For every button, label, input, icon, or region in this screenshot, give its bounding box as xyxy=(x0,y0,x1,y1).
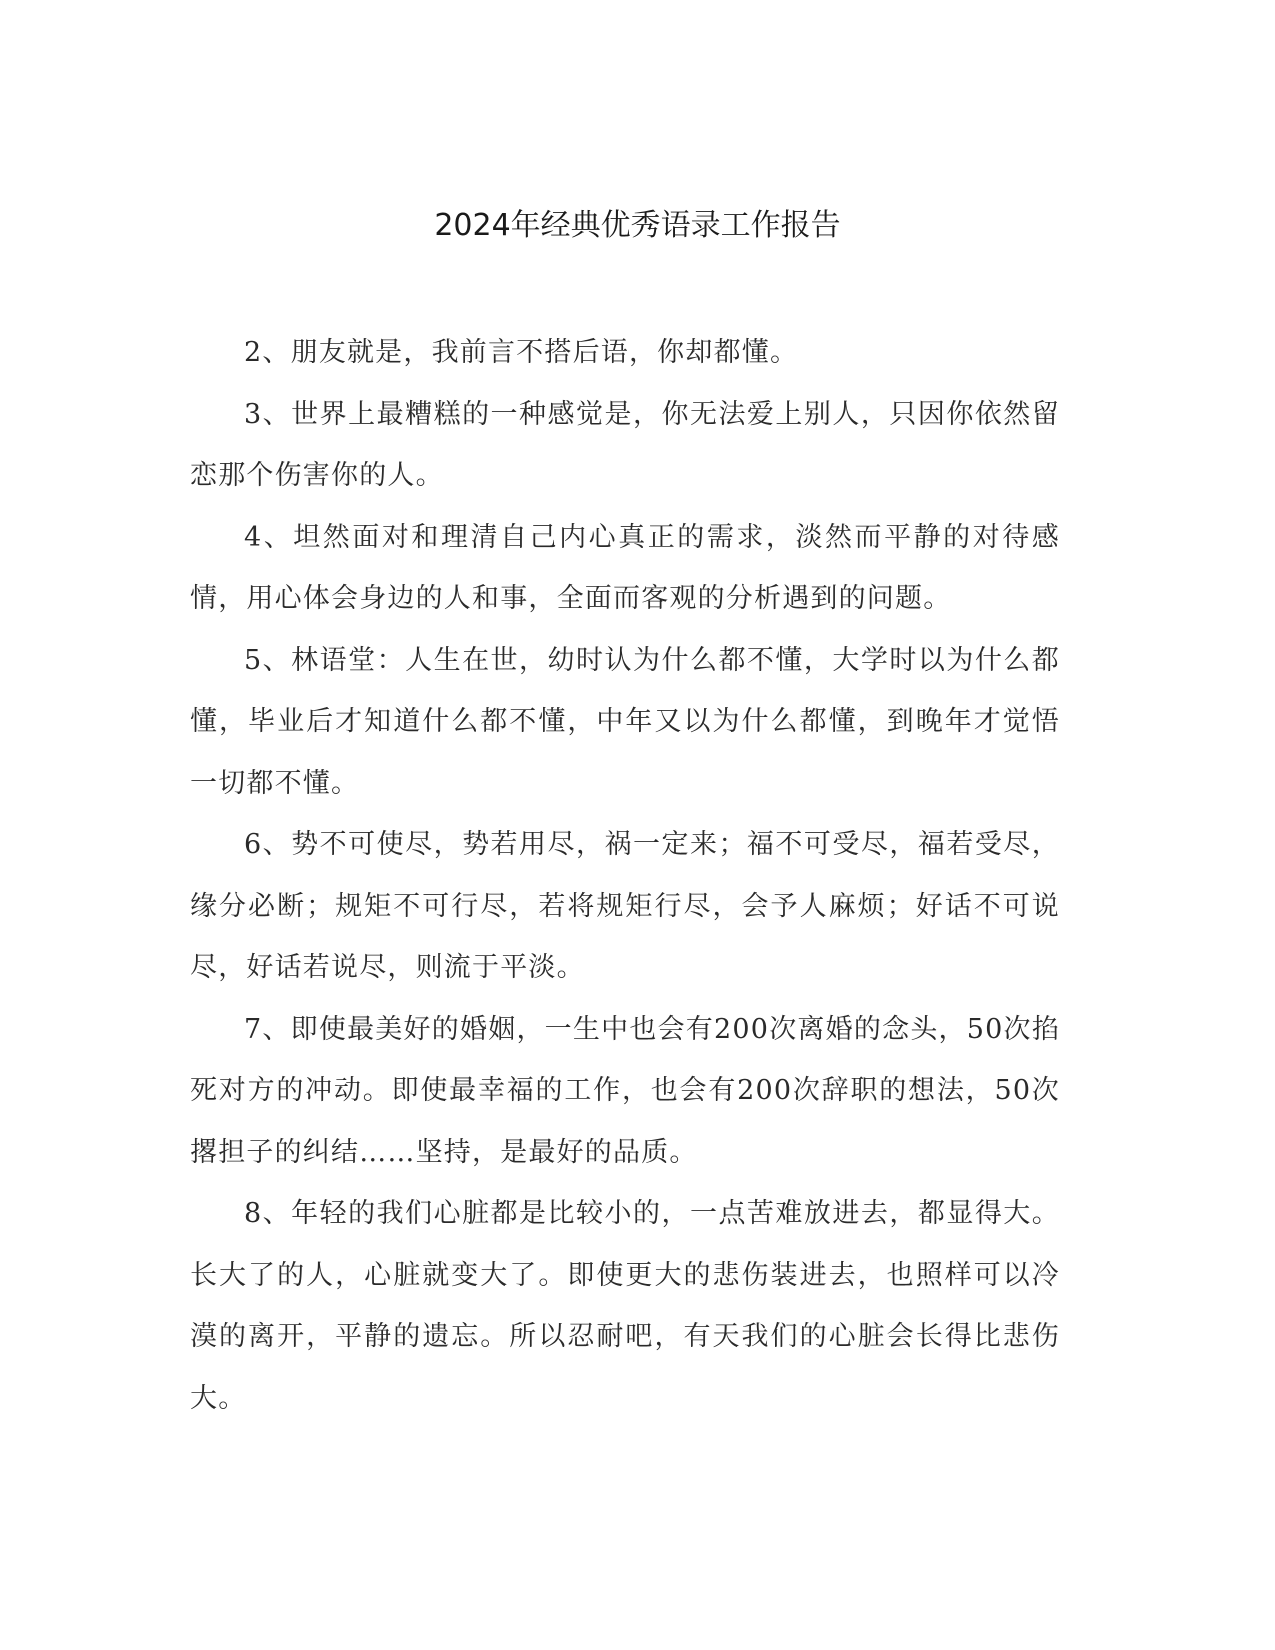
paragraph: 2、朋友就是，我前言不搭后语，你却都懂。 xyxy=(244,337,799,368)
paragraph: 5、林语堂：人生在世，幼时认为什么都不懂，大学时以为什么都懂，毕业后才知道什么都不懂，中年又以为什么都懂，到晚年才觉悟一切都不懂。 xyxy=(190,644,1060,799)
paragraph: 8、年轻的我们心脏都是比较小的，一点苦难放进去，都显得大。长大了的人，心脏就变大了。即使更大的悲伤装进去，也照样可以冷漠的离开，平静的遗忘。所以忍耐吧，有天我们的心脏会长得比悲伤大。 xyxy=(190,1198,1060,1414)
document-title: 2024年经典优秀语录工作报告 xyxy=(434,208,841,243)
paragraph: 6、势不可使尽，势若用尽，祸一定来；福不可受尽，福若受尽，缘分必断；规矩不可行尽，若将规矩行尽，会予人麻烦；好话不可说尽，好话若说尽，则流于平淡。 xyxy=(190,829,1060,983)
paragraph: 4、坦然面对和理清自己内心真正的需求，淡然而平静的对待感情，用心体会身边的人和事，全面而客观的分析遇到的问题。 xyxy=(190,521,1060,614)
document-body xyxy=(190,322,1060,1429)
paragraph: 3、世界上最糟糕的一种感觉是，你无法爱上别人，只因你依然留恋那个伤害你的人。 xyxy=(190,398,1060,491)
paragraph: 7、即使最美好的婚姻，一生中也会有200次离婚的念头，50次掐死对方的冲动。即使最幸福的工作，也会有200次辞职的想法，50次撂担子的纠结……坚持，是最好的品质。 xyxy=(190,1013,1060,1168)
